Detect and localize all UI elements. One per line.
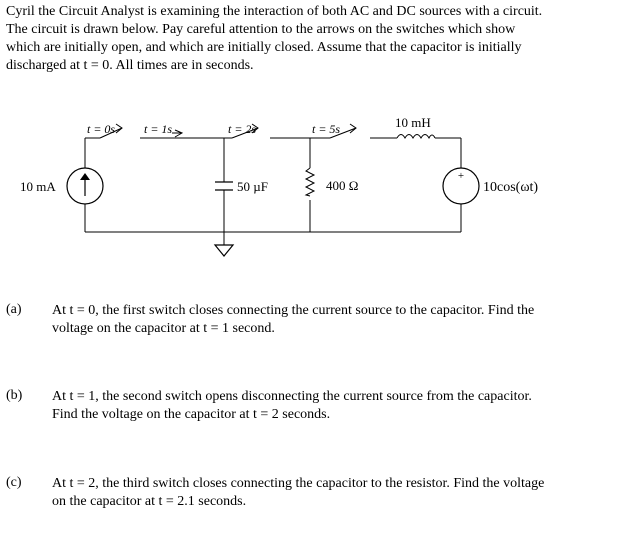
intro-line: which are initially open, and which are initially closed. Assume that the capacitor is initially (6, 40, 522, 55)
switch-3-label: t = 2s (228, 122, 257, 136)
question-a-text (52, 302, 612, 338)
question-a-label: (a) (6, 302, 22, 317)
question-c-label: (c) (6, 475, 22, 490)
resistor-label: 400 Ω (326, 178, 359, 193)
switch-2-label: t = 1s (144, 122, 173, 136)
question-line: At t = 1, the second switch opens disconnecting the current source from the capacitor. (52, 389, 532, 404)
ground-symbol (215, 245, 233, 256)
plus-sign: + (457, 170, 465, 182)
inductor-symbol (397, 135, 435, 139)
question-b-label: (b) (6, 388, 23, 403)
question-line: At t = 2, the third switch closes connecting the capacitor to the resistor. Find the voltage (52, 476, 545, 491)
intro-line: discharged at t = 0. All times are in seconds. (6, 58, 254, 73)
intro-line: Cyril the Circuit Analyst is examining the interaction of both AC and DC sources with a circuit. (6, 4, 543, 19)
switch-4-label: t = 5s (312, 122, 341, 136)
question-line: Find the voltage on the capacitor at t = 2 seconds. (52, 407, 331, 422)
inductor-label: 10 mH (395, 115, 431, 130)
voltage-source-label: 10cos(ωt) (483, 180, 539, 195)
question-b-text (52, 388, 612, 424)
question-line: on the capacitor at t = 2.1 seconds. (52, 494, 247, 509)
switch-1-label: t = 0s (87, 122, 116, 136)
capacitor-label: 50 µF (237, 179, 268, 194)
current-source-symbol (67, 168, 103, 204)
question-c-text (52, 475, 612, 511)
current-source-label: 10 mA (20, 179, 56, 194)
question-line: voltage on the capacitor at t = 1 second. (52, 321, 275, 336)
capacitor-symbol (215, 182, 233, 190)
intro-line: The circuit is drawn below. Pay careful attention to the arrows on the switches which show (6, 22, 516, 37)
resistor-symbol (306, 168, 314, 196)
question-line: At t = 0, the first switch closes connecting the current source to the capacitor. Find the (52, 303, 535, 318)
